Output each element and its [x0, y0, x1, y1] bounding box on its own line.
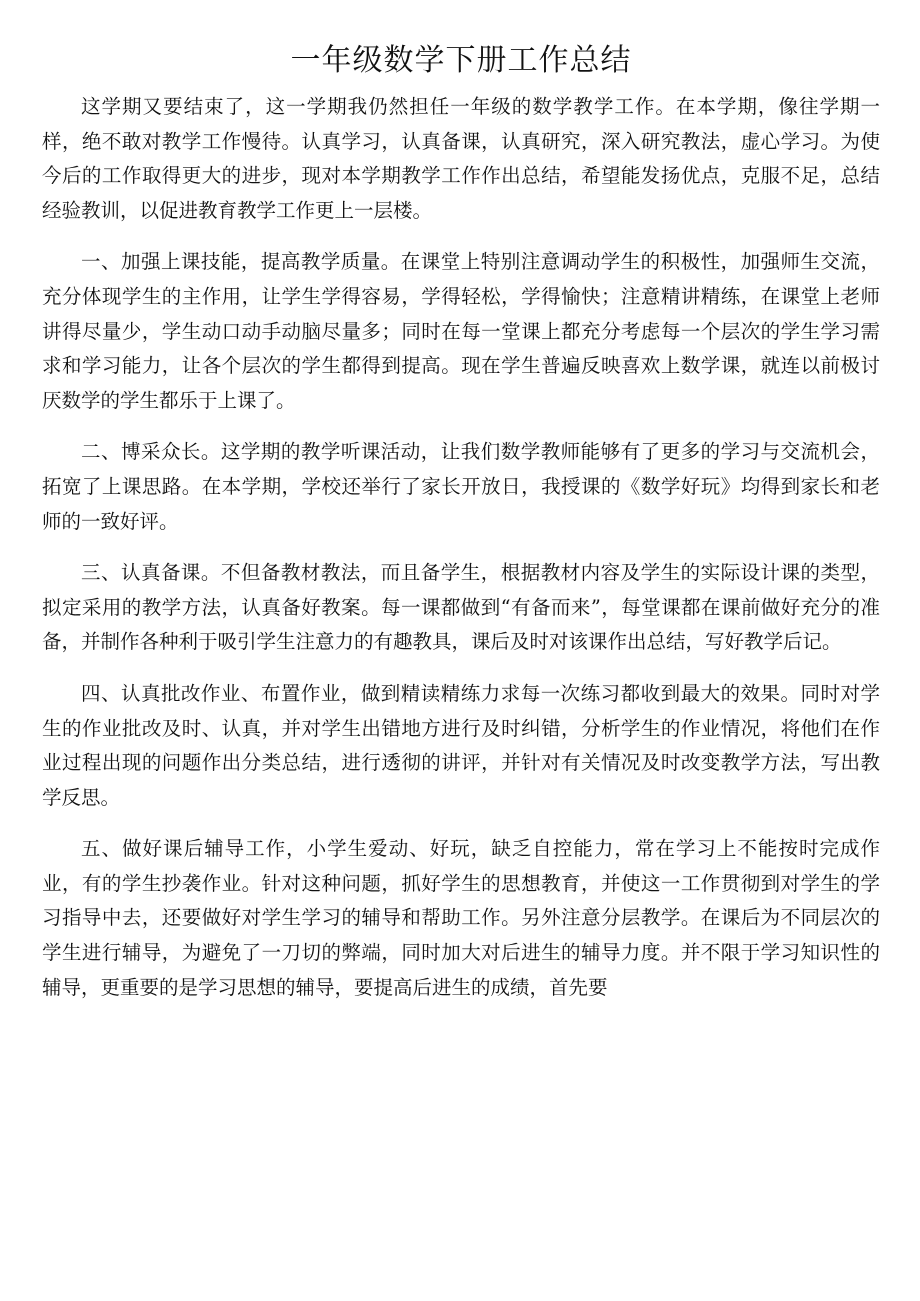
paragraph-section-4: 四、认真批改作业、布置作业，做到精读精练力求每一次练习都收到最大的效果。同时对学生的作业批改及时、认真，并对学生出错地方进行及时纠错，分析学生的作业情况，将他们在作业过程出现的问题作出分类总结，进行透彻的讲评，并针对有关情况及时改变教学方法，写出教学反思。	[42, 681, 880, 809]
paragraph-section-2: 二、博采众长。这学期的教学听课活动，让我们数学教师能够有了更多的学习与交流机会，拓宽了上课思路。在本学期，学校还举行了家长开放日，我授课的《数学好玩》均得到家长和老师的一致好评。	[42, 440, 880, 533]
document-title: 一年级数学下册工作总结	[290, 43, 632, 78]
paragraph-section-5: 五、做好课后辅导工作，小学生爱动、好玩，缺乏自控能力，常在学习上不能按时完成作业，有的学生抄袭作业。针对这种问题，抓好学生的思想教育，并使这一工作贯彻到对学生的学习指导中去，还要做好对学生学习的辅导和帮助工作。另外注意分层教学。在课后为不同层次的学生进行辅导，为避免了一刀切的弊端，同时加大对后进生的辅导力度。并不限于学习知识性的辅导，更重要的是学习思想的辅导，要提高后进生的成绩，首先要	[42, 837, 880, 999]
document-page	[42, 38, 880, 1022]
paragraph-section-3: 三、认真备课。不但备教材教法，而且备学生，根据教材内容及学生的实际设计课的类型，拟定采用的教学方法，认真备好教案。每一课都做到“有备而来”，每堂课都在课前做好充分的准备，并制作各种利于吸引学生注意力的有趣教具，课后及时对该课作出总结，写好教学后记。	[42, 561, 880, 654]
paragraph-intro: 这学期又要结束了，这一学期我仍然担任一年级的数学教学工作。在本学期，像往学期一样，绝不敢对教学工作慢待。认真学习，认真备课，认真研究，深入研究教法，虚心学习。为使今后的工作取得更大的进步，现对本学期教学工作作出总结，希望能发扬优点，克服不足，总结经验教训，以促进教育教学工作更上一层楼。	[42, 95, 880, 222]
paragraph-section-1: 一、加强上课技能，提高教学质量。在课堂上特别注意调动学生的积极性，加强师生交流，充分体现学生的主作用，让学生学得容易，学得轻松，学得愉快；注意精讲精练，在课堂上老师讲得尽量少，学生动口动手动脑尽量多；同时在每一堂课上都充分考虑每一个层次的学生学习需求和学习能力，让各个层次的学生都得到提高。现在学生普遍反映喜欢上数学课，就连以前极讨厌数学的学生都乐于上课了。	[42, 250, 880, 412]
